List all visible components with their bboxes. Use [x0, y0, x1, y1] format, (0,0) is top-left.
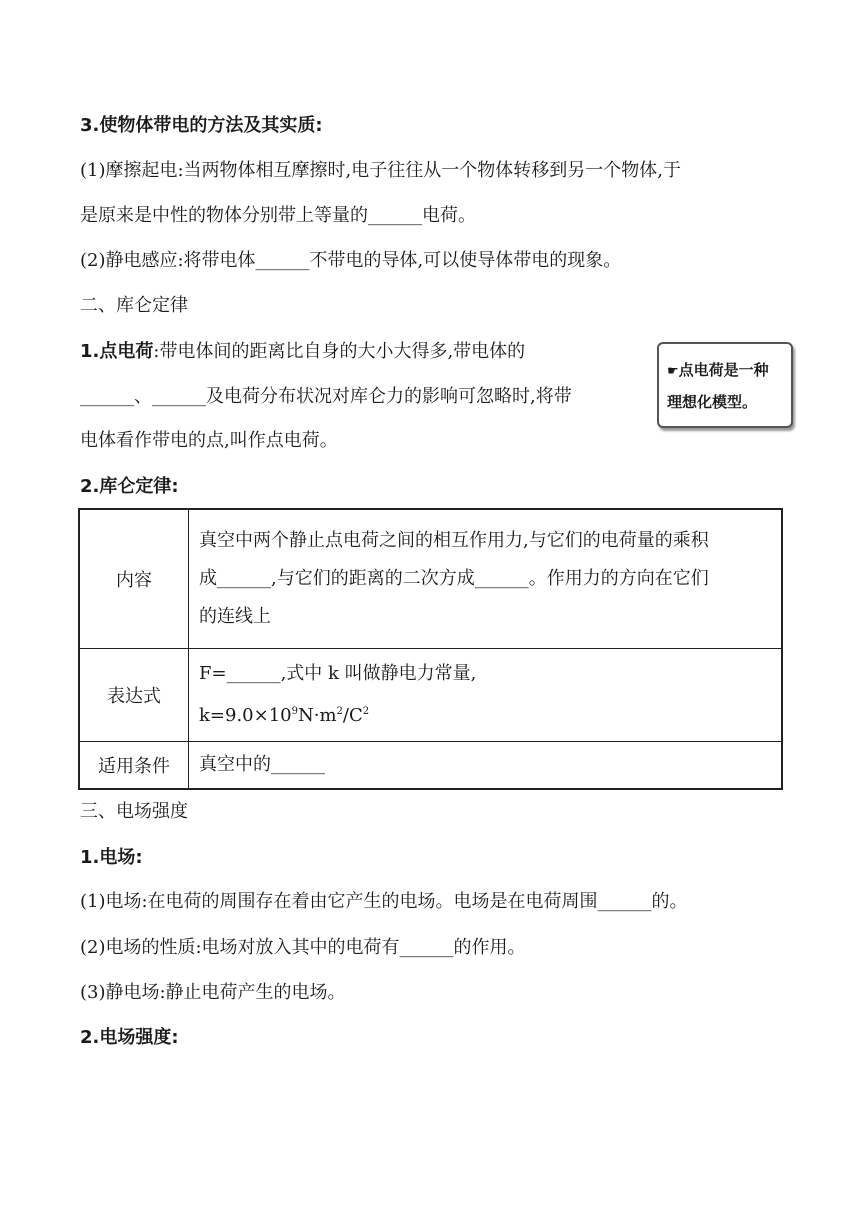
point-charge-line2: ______、______及电荷分布状况对库仑力的影响可忽略时,将带 — [80, 386, 572, 407]
row-value-condition: 真空中的______ — [189, 742, 783, 790]
row-label-content: 内容 — [79, 509, 189, 649]
part2-heading: 二、库仑定律 — [80, 295, 188, 316]
row-value-expression: F=______,式中 k 叫做静电力常量, $k=9.0\times 10^9N\cdot m^2/C^2$ — [189, 649, 783, 742]
electrostatic-field: (3)静电场:静止电荷产生的电场。 — [80, 982, 346, 1003]
point-charge-text: :带电体间的距离比自身的大小大得多,带电体的 — [153, 341, 526, 362]
electric-field-property: (2)电场的性质:电场对放入其中的电荷有______的作用。 — [80, 937, 526, 958]
friction-charging-line2: 是原来是中性的物体分别带上等量的______电荷。 — [80, 205, 476, 226]
constant-k: $k=9.0\times 10^9N\cdot m^2/C^2$ — [199, 705, 370, 726]
hand-pointer-icon: ☛ — [667, 364, 679, 379]
table-row-content — [79, 509, 782, 649]
point-charge-line3: 电体看作带电的点,叫作点电荷。 — [80, 430, 338, 451]
point-charge-line1 — [80, 340, 525, 364]
row-value-content: 真空中两个静止点电荷之间的相互作用力,与它们的电荷量的乘积 成______,与它们的距离的二次方成______。作用力的方向在它们 的连线上 — [189, 509, 783, 649]
row-label-condition: 适用条件 — [79, 742, 189, 790]
table-row-condition — [79, 742, 782, 790]
side-note-box — [657, 342, 793, 428]
coulomb-law-title: 2.库仑定律: — [80, 476, 179, 497]
section-3-title: 3.使物体带电的方法及其实质: — [80, 115, 323, 136]
note-line2: 理想化模型。 — [667, 393, 758, 411]
induction-charging: (2)静电感应:将带电体______不带电的导体,可以使导体带电的现象。 — [80, 250, 622, 271]
coulomb-law-table — [78, 508, 783, 790]
row-label-expression: 表达式 — [79, 649, 189, 742]
part3-heading: 三、电场强度 — [80, 801, 188, 822]
electric-field-title: 1.电场: — [80, 847, 143, 868]
point-charge-label: 1.点电荷 — [80, 341, 154, 362]
electric-field-def: (1)电场:在电荷的周围存在着由它产生的电场。电场是在电荷周围______的。 — [80, 891, 688, 912]
note-line1: ☛点电荷是一种 — [667, 361, 769, 379]
field-strength-title: 2.电场强度: — [80, 1027, 179, 1048]
friction-charging-line1: (1)摩擦起电:当两物体相互摩擦时,电子往往从一个物体转移到另一个物体,于 — [80, 160, 682, 181]
table-row-expression — [79, 649, 782, 742]
